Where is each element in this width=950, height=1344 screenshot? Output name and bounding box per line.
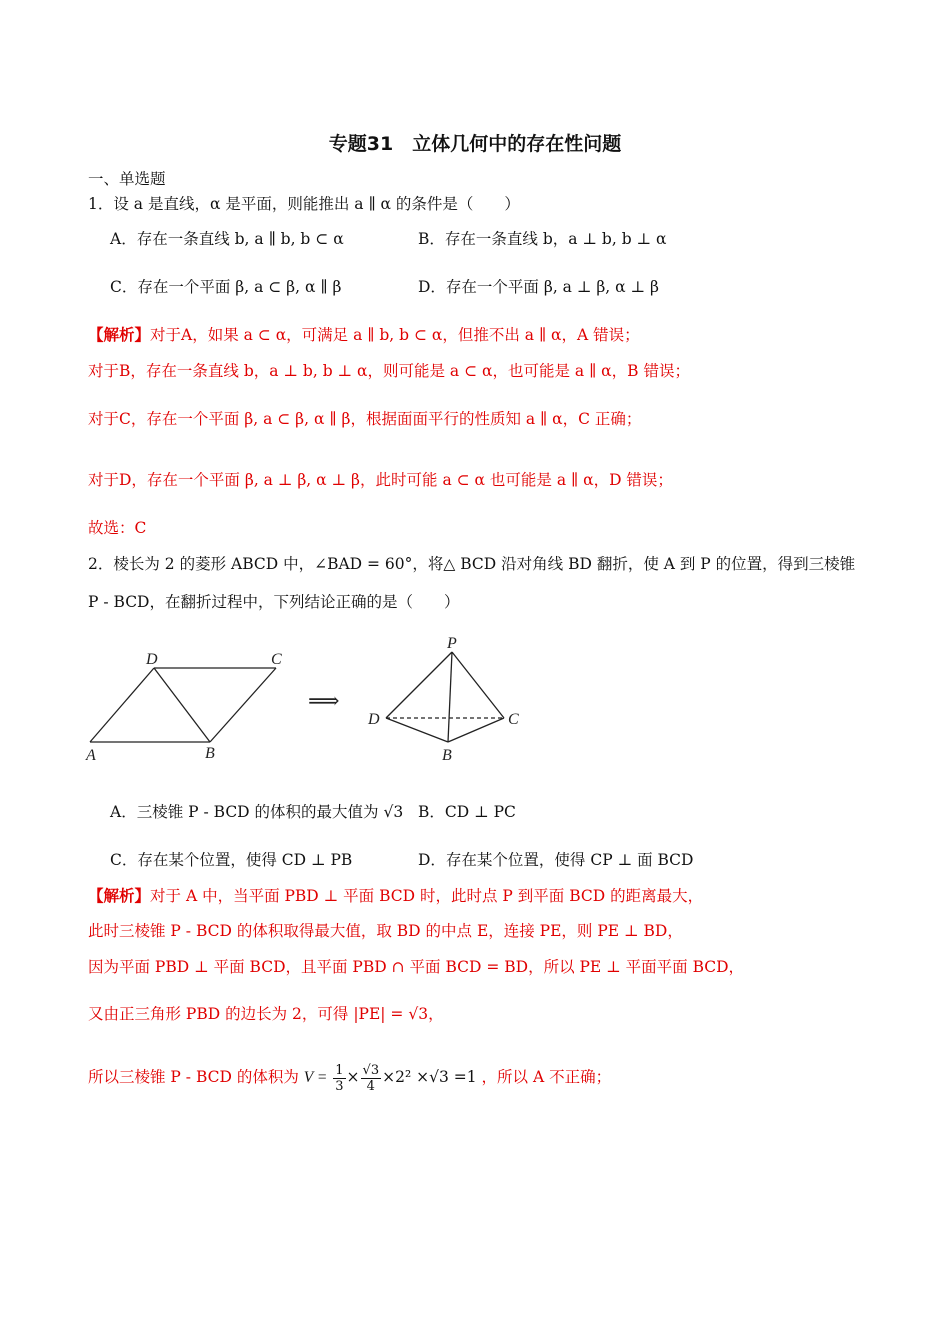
q2-analysis-line-2: 此时三棱锥 P - BCD 的体积取得最大值，取 BD 的中点 E，连接 PE，则 PE ⊥ BD， bbox=[88, 922, 683, 940]
q1-stem: 1．设 a 是直线，α 是平面，则能推出 a ∥ α 的条件是（ ） bbox=[88, 195, 520, 213]
q2-analysis-line-3: 因为平面 PBD ⊥ 平面 BCD，且平面 PBD ∩ 平面 BCD = BD，所以 PE ⊥ 平面平面 BCD， bbox=[88, 958, 745, 976]
label-p: P bbox=[447, 635, 457, 652]
q1-analysis-line-4: 对于D，存在一个平面 β, a ⊥ β, α ⊥ β，此时可能 a ⊂ α 也可能是 a ∥ α，D 错误； bbox=[88, 471, 673, 489]
label-d-right: D bbox=[368, 711, 380, 728]
q1-analysis-line-3: 对于C，存在一个平面 β, a ⊂ β, α ∥ β，根据面面平行的性质知 a ∥ α，C 正确； bbox=[88, 410, 642, 428]
q2-option-c: C．存在某个位置，使得 CD ⊥ PB bbox=[110, 851, 353, 869]
label-c-left: C bbox=[271, 651, 282, 668]
implies-arrow-icon: ⟹ bbox=[308, 688, 340, 713]
formula-v: V = bbox=[303, 1069, 328, 1086]
fraction-numerator: √3 bbox=[362, 1062, 380, 1078]
q1-analysis-line-1 bbox=[88, 325, 640, 345]
times-sign: × bbox=[346, 1068, 360, 1086]
analysis-text: 对于 A 中，当平面 PBD ⊥ 平面 BCD 时，此时点 P 到平面 BCD 的距离最大， bbox=[150, 887, 704, 905]
fraction-sqrt3-over-4 bbox=[361, 1063, 382, 1094]
label-a-left: A bbox=[86, 747, 96, 764]
label-c-right: C bbox=[508, 711, 519, 728]
analysis-label: 【解析】 bbox=[88, 886, 151, 905]
analysis-text: 对于A，如果 a ⊂ α，可满足 a ∥ b, b ⊂ α，但推不出 a ∥ α，A 错误； bbox=[150, 326, 640, 344]
section-heading: 一、单选题 bbox=[88, 170, 166, 188]
q2-option-a: A．三棱锥 P - BCD 的体积的最大值为 √3 bbox=[110, 803, 404, 821]
fraction-one-third bbox=[333, 1063, 345, 1094]
q1-option-b: B．存在一条直线 b，a ⊥ b, b ⊥ α bbox=[418, 230, 667, 248]
pyramid-pbcd bbox=[386, 652, 504, 742]
q2-analysis-line-1 bbox=[88, 886, 703, 906]
label-b-right: B bbox=[442, 747, 452, 764]
q2-stem-line-2: P - BCD，在翻折过程中，下列结论正确的是（ ） bbox=[88, 593, 460, 611]
label-b-left: B bbox=[205, 745, 215, 762]
fraction-denominator: 3 bbox=[335, 1078, 344, 1094]
q1-option-a: A．存在一条直线 b, a ∥ b, b ⊂ α bbox=[110, 230, 344, 248]
rhombus-abcd bbox=[90, 668, 276, 742]
q1-answer: 故选：C bbox=[88, 519, 147, 537]
volume-formula bbox=[303, 1062, 482, 1094]
q2-option-b: B．CD ⊥ PC bbox=[418, 803, 516, 821]
q1-option-c: C．存在一个平面 β, a ⊂ β, α ∥ β bbox=[110, 278, 342, 296]
q2-option-d: D．存在某个位置，使得 CP ⊥ 面 BCD bbox=[418, 851, 694, 869]
rhombus-fold-figure bbox=[80, 630, 540, 770]
fraction-denominator: 4 bbox=[366, 1078, 375, 1094]
q1-analysis-line-2: 对于B，存在一条直线 b，a ⊥ b, b ⊥ α，则可能是 a ⊂ α，也可能是 a ∥ α，B 错误； bbox=[88, 362, 690, 380]
q2-analysis-line-4: 又由正三角形 PBD 的边长为 2，可得 |PE| = √3， bbox=[88, 1005, 444, 1023]
q2-volume-formula-line bbox=[88, 1060, 611, 1095]
page-title: 专题31 立体几何中的存在性问题 bbox=[328, 133, 622, 155]
label-d-left: D bbox=[146, 651, 158, 668]
analysis-label: 【解析】 bbox=[88, 325, 151, 344]
q1-option-d: D．存在一个平面 β, a ⊥ β, α ⊥ β bbox=[418, 278, 660, 296]
formula-rest: ×2² ×√3 =1 bbox=[382, 1068, 477, 1086]
formula-suffix: ，所以 A 不正确； bbox=[481, 1068, 612, 1086]
formula-prefix: 所以三棱锥 P - BCD 的体积为 bbox=[88, 1068, 299, 1086]
q2-stem-line-1: 2．棱长为 2 的菱形 ABCD 中，∠BAD = 60°，将△ BCD 沿对角线 BD 翻折，使 A 到 P 的位置，得到三棱锥 bbox=[88, 555, 856, 573]
fraction-numerator: 1 bbox=[335, 1062, 344, 1078]
